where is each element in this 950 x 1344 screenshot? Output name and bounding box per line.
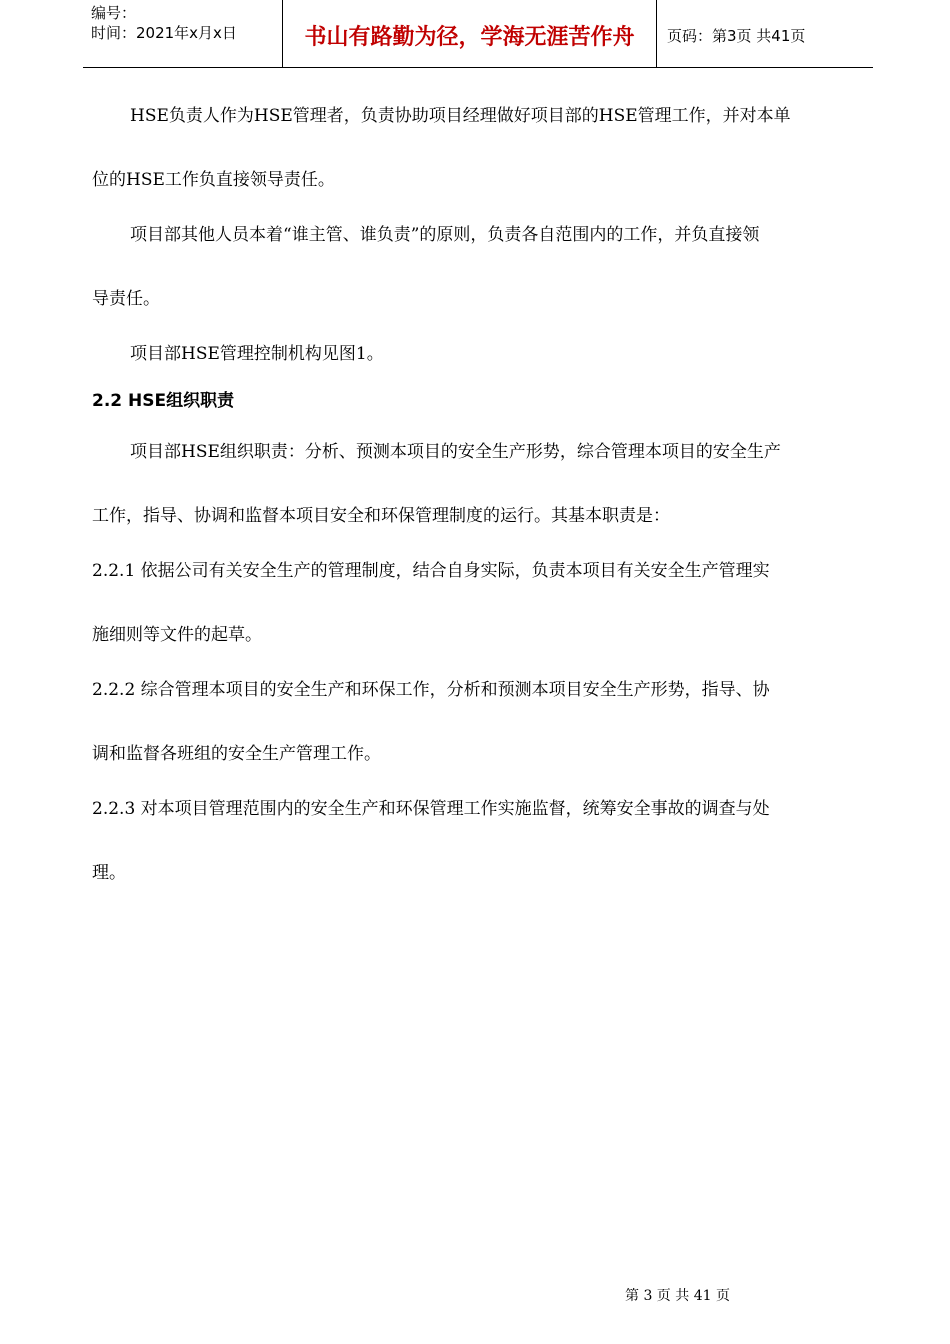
paragraph-line: 项目部其他人员本着“谁主管、谁负责”的原则，负责各自范围内的工作，并负直接领 — [130, 225, 760, 245]
header-page-cell — [657, 0, 873, 67]
page-info: 页码：第3页 共41页 — [667, 27, 806, 45]
section-heading: 2.2 HSE组织职责 — [92, 391, 235, 411]
header-motto-cell — [283, 0, 657, 67]
paragraph-line: 施细则等文件的起草。 — [92, 625, 262, 645]
paragraph-line: 项目部HSE组织职责：分析、预测本项目的安全生产形势，综合管理本项目的安全生产 — [130, 442, 781, 462]
motto: 书山有路勤为径，学海无涯苦作舟 — [304, 25, 635, 50]
page-header — [83, 0, 873, 68]
paragraph-line: 位的HSE工作负直接领导责任。 — [92, 170, 335, 190]
date-label: 时间：2021年x月x日 — [91, 24, 237, 42]
paragraph-line: 项目部HSE管理控制机构见图1。 — [130, 344, 384, 364]
paragraph-line: 2.2.1 依据公司有关安全生产的管理制度，结合自身实际，负责本项目有关安全生产管理实 — [92, 561, 770, 581]
paragraph-line: 理。 — [92, 863, 126, 883]
paragraph-line: 导责任。 — [92, 289, 160, 309]
header-info-cell — [83, 0, 283, 67]
paragraph-line: 2.2.2 综合管理本项目的安全生产和环保工作，分析和预测本项目安全生产形势，指导、协 — [92, 680, 770, 700]
serial-label: 编号： — [91, 4, 137, 22]
paragraph-line: HSE负责人作为HSE管理者，负责协助项目经理做好项目部的HSE管理工作，并对本单 — [130, 106, 791, 126]
paragraph-line: 调和监督各班组的安全生产管理工作。 — [92, 744, 381, 764]
paragraph-line: 工作，指导、协调和监督本项目安全和环保管理制度的运行。其基本职责是： — [92, 506, 670, 526]
paragraph-line: 2.2.3 对本项目管理范围内的安全生产和环保管理工作实施监督，统筹安全事故的调查与处 — [92, 799, 770, 819]
page-footer: 第 3 页 共 41 页 — [625, 1288, 730, 1304]
